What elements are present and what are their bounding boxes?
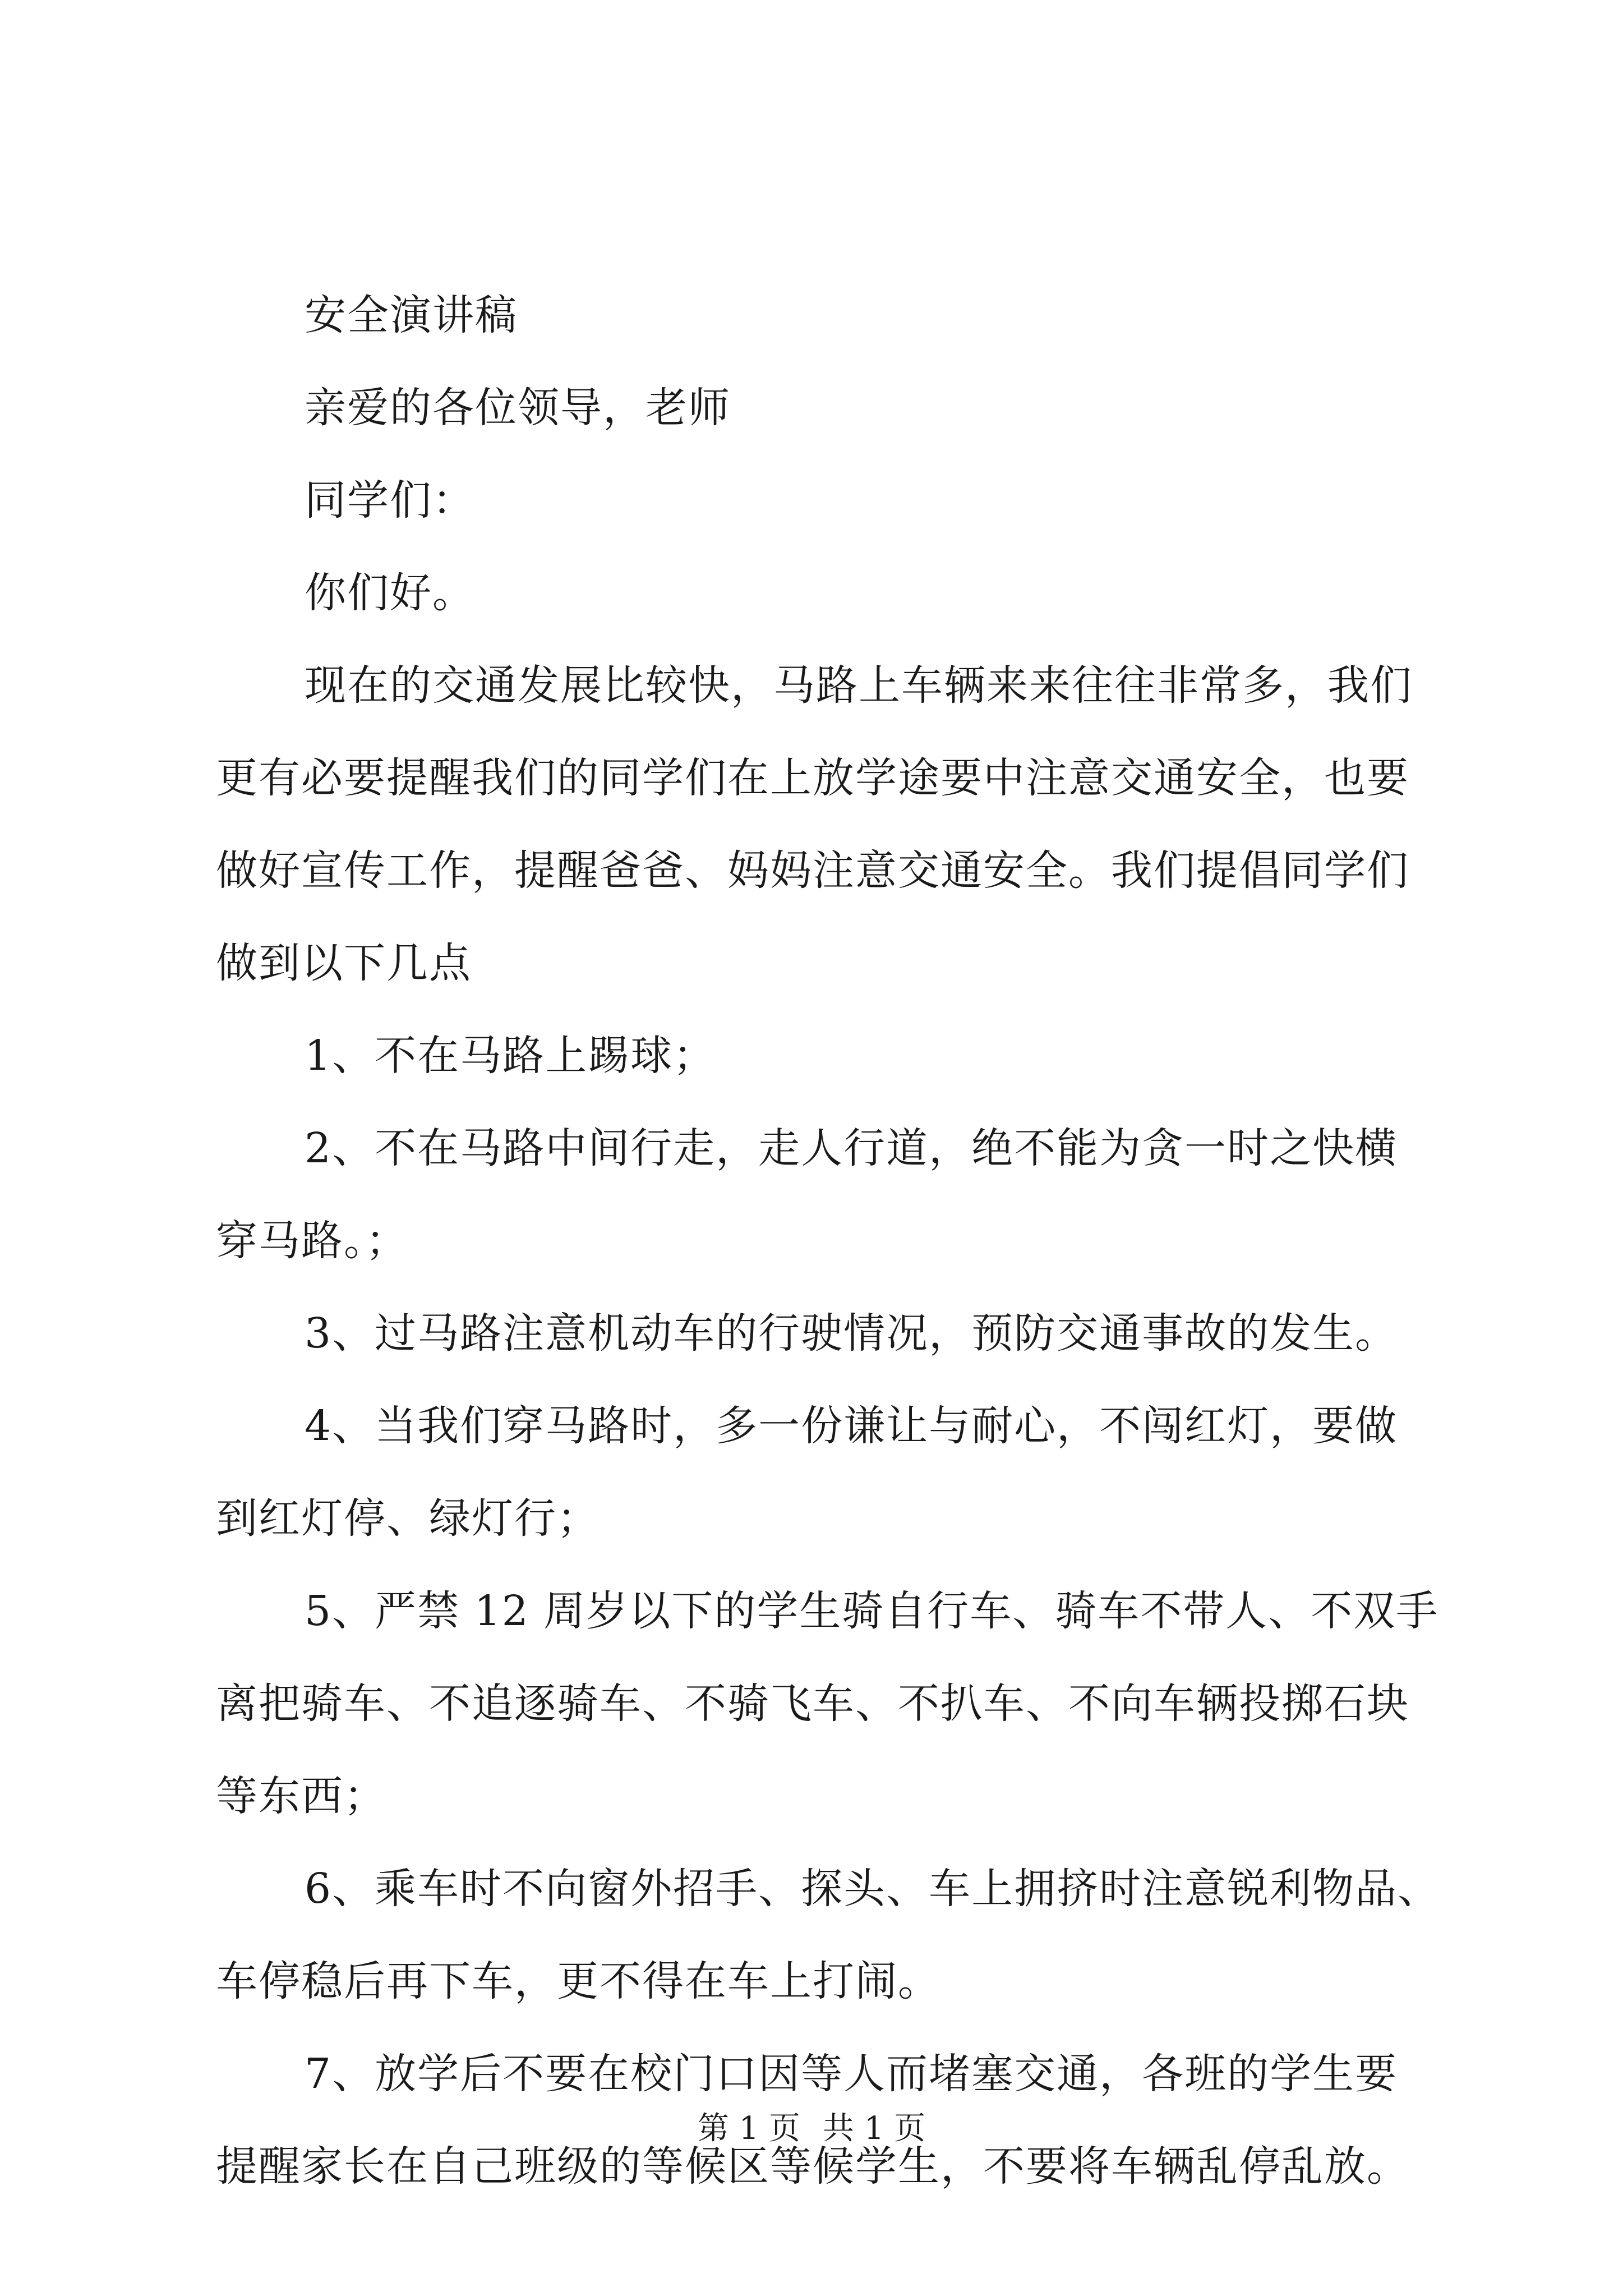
list-item-line: 7、放学后不要在校门口因等人而堵塞交通，各班的学生要 — [305, 2050, 1398, 2098]
paragraph-line: 做到以下几点 — [216, 939, 472, 987]
list-item-line: 6、乘车时不向窗外招手、探头、车上拥挤时注意锐利物品、 — [305, 1865, 1441, 1913]
paragraph-line: 做好宣传工作，提醒爸爸、妈妈注意交通安全。我们提倡同学们 — [216, 846, 1409, 895]
page-number: 第 1 页 — [697, 2110, 800, 2147]
list-item-line: 到红灯停、绿灯行； — [216, 1494, 600, 1543]
document-title: 安全演讲稿 — [305, 291, 518, 339]
page-total: 共 1 页 — [823, 2110, 926, 2147]
list-item-line: 5、严禁 12 周岁以下的学生骑自行车、骑车不带人、不双手 — [305, 1587, 1439, 1635]
list-item-line: 穿马路。； — [216, 1217, 408, 1265]
document-body — [216, 269, 1441, 2213]
list-item-line: 4、当我们穿马路时，多一份谦让与耐心，不闯红灯，要做 — [305, 1402, 1398, 1450]
list-item-line: 离把骑车、不追逐骑车、不骑飞车、不扒车、不向车辆投掷石块 — [216, 1680, 1409, 1728]
list-item-line: 2、不在马路中间行走，走人行道，绝不能为贪一时之快横 — [305, 1124, 1398, 1172]
salutation-line: 同学们： — [305, 476, 475, 524]
paragraph-line: 更有必要提醒我们的同学们在上放学途要中注意交通安全，也要 — [216, 754, 1409, 802]
list-item-line: 提醒家长在自己班级的等候区等候学生，不要将车辆乱停乱放。 — [216, 2142, 1409, 2191]
list-item-line: 车停稳后再下车，更不得在车上打闹。 — [216, 1957, 940, 2005]
page-footer — [0, 2106, 1623, 2151]
list-item-line: 3、过马路注意机动车的行驶情况，预防交通事故的发生。 — [305, 1309, 1398, 1358]
list-item-line: 1、不在马路上踢球； — [305, 1032, 716, 1080]
salutation-line: 亲爱的各位领导，老师 — [305, 384, 731, 432]
list-item-line: 等东西； — [216, 1772, 386, 1820]
greeting-line: 你们好。 — [305, 569, 475, 617]
paragraph-line: 现在的交通发展比较快，马路上车辆来来往往非常多，我们 — [305, 661, 1413, 710]
